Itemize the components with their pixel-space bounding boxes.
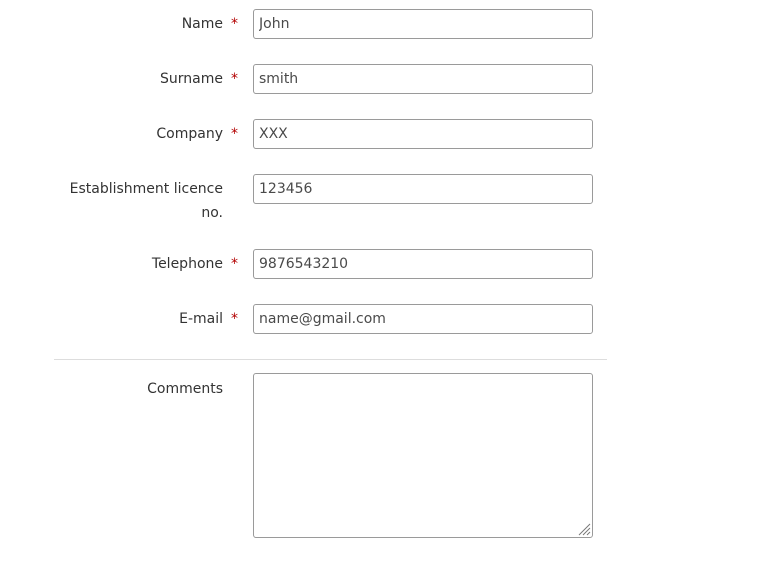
telephone-input[interactable] — [253, 249, 593, 279]
surname-required-mark: * — [231, 71, 238, 87]
resize-grip-icon[interactable] — [576, 521, 591, 536]
company-label: Company — [156, 126, 223, 142]
telephone-label: Telephone — [151, 256, 223, 272]
email-input[interactable] — [253, 304, 593, 334]
company-required-mark: * — [231, 126, 238, 142]
surname-label: Surname — [160, 71, 223, 87]
licence-label-line1: Establishment licence — [69, 181, 223, 197]
licence-label-line2: no. — [201, 205, 223, 221]
email-required-mark: * — [231, 311, 238, 327]
name-required-mark: * — [231, 16, 238, 32]
comments-label: Comments — [147, 381, 223, 397]
telephone-required-mark: * — [231, 256, 238, 272]
licence-input[interactable] — [253, 174, 593, 204]
section-divider — [54, 359, 607, 360]
company-input[interactable] — [253, 119, 593, 149]
email-label: E-mail — [179, 311, 223, 327]
name-input[interactable] — [253, 9, 593, 39]
name-label: Name — [181, 16, 223, 32]
comments-textarea[interactable] — [253, 373, 593, 538]
surname-input[interactable] — [253, 64, 593, 94]
